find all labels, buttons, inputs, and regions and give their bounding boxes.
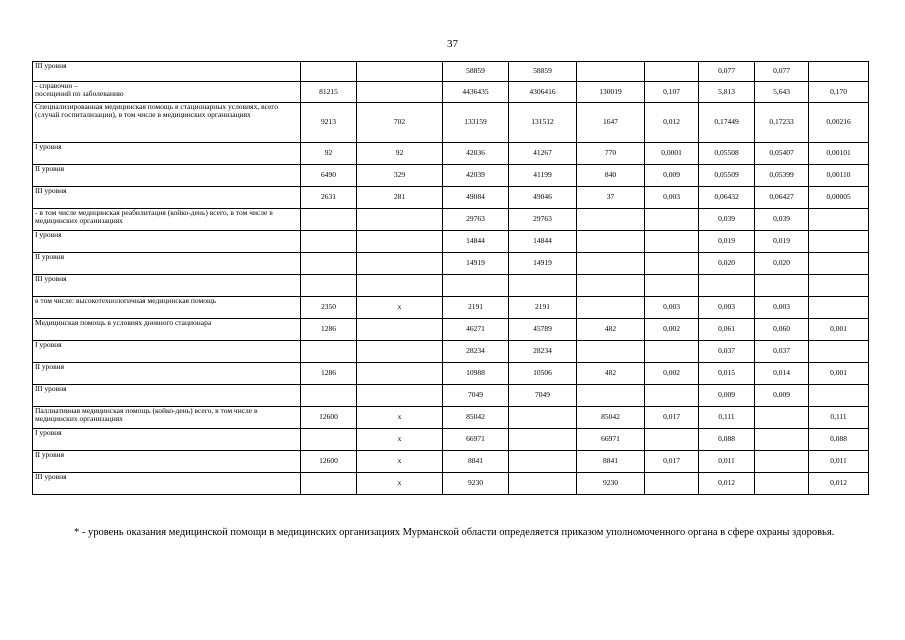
value-cell: 0,111 bbox=[699, 407, 755, 429]
value-cell bbox=[357, 253, 443, 275]
row-label-cell: I уровня bbox=[33, 143, 301, 165]
value-cell: 0,017 bbox=[645, 451, 699, 473]
value-cell bbox=[755, 473, 809, 495]
row-label-cell: II уровня bbox=[33, 165, 301, 187]
row-label-cell: III уровня bbox=[33, 62, 301, 82]
value-cell bbox=[577, 297, 645, 319]
value-cell bbox=[301, 385, 357, 407]
value-cell bbox=[509, 407, 577, 429]
value-cell: 0,0001 bbox=[645, 143, 699, 165]
value-cell: х bbox=[357, 297, 443, 319]
value-cell bbox=[645, 62, 699, 82]
value-cell: 14844 bbox=[443, 231, 509, 253]
row-label-cell: Паллиативная медицинская помощь (койко-день) всего, в том числе в медицинских организациях bbox=[33, 407, 301, 429]
table-row bbox=[33, 429, 869, 451]
value-cell bbox=[509, 275, 577, 297]
page-number: 37 bbox=[447, 38, 458, 50]
value-cell bbox=[443, 275, 509, 297]
value-cell: 0,020 bbox=[699, 253, 755, 275]
value-cell: 2191 bbox=[443, 297, 509, 319]
value-cell: 0,003 bbox=[645, 187, 699, 209]
value-cell: 10988 bbox=[443, 363, 509, 385]
value-cell: 0,111 bbox=[809, 407, 869, 429]
value-cell bbox=[809, 209, 869, 231]
value-cell: 2350 bbox=[301, 297, 357, 319]
data-table bbox=[32, 61, 869, 495]
value-cell: 2631 bbox=[301, 187, 357, 209]
value-cell: 12600 bbox=[301, 407, 357, 429]
table-row bbox=[33, 319, 869, 341]
value-cell: 702 bbox=[357, 103, 443, 143]
value-cell: 0,170 bbox=[809, 82, 869, 103]
value-cell: 0,05509 bbox=[699, 165, 755, 187]
footnote: * - уровень оказания медицинской помощи в медицинских организациях Мурманской области определяется приказом уполномоченного органа в сфере охраны здоровья. bbox=[74, 527, 835, 538]
value-cell: 0,00216 bbox=[809, 103, 869, 143]
value-cell bbox=[809, 297, 869, 319]
table-row bbox=[33, 451, 869, 473]
value-cell: 0,009 bbox=[645, 165, 699, 187]
value-cell bbox=[577, 62, 645, 82]
value-cell bbox=[809, 231, 869, 253]
value-cell: х bbox=[357, 407, 443, 429]
value-cell bbox=[809, 253, 869, 275]
value-cell: 81215 bbox=[301, 82, 357, 103]
row-label-cell: III уровня bbox=[33, 275, 301, 297]
value-cell: 0,037 bbox=[755, 341, 809, 363]
value-cell: 0,017 bbox=[645, 407, 699, 429]
value-cell bbox=[755, 451, 809, 473]
row-label-cell: III уровня bbox=[33, 187, 301, 209]
value-cell: 0,011 bbox=[699, 451, 755, 473]
value-cell bbox=[577, 231, 645, 253]
value-cell bbox=[755, 407, 809, 429]
value-cell bbox=[301, 473, 357, 495]
value-cell: 0,003 bbox=[699, 297, 755, 319]
value-cell bbox=[357, 385, 443, 407]
row-label-cell: III уровня bbox=[33, 385, 301, 407]
value-cell bbox=[357, 62, 443, 82]
table-row bbox=[33, 253, 869, 275]
value-cell: 1647 bbox=[577, 103, 645, 143]
value-cell: 0,039 bbox=[755, 209, 809, 231]
value-cell: 133159 bbox=[443, 103, 509, 143]
value-cell: 770 bbox=[577, 143, 645, 165]
value-cell: 0,06427 bbox=[755, 187, 809, 209]
value-cell: х bbox=[357, 451, 443, 473]
value-cell: 0,00005 bbox=[809, 187, 869, 209]
table-row bbox=[33, 473, 869, 495]
value-cell: 5,643 bbox=[755, 82, 809, 103]
value-cell: 0,05399 bbox=[755, 165, 809, 187]
table-row bbox=[33, 231, 869, 253]
value-cell bbox=[755, 275, 809, 297]
table-row bbox=[33, 143, 869, 165]
table-row bbox=[33, 165, 869, 187]
value-cell: 0,019 bbox=[755, 231, 809, 253]
value-cell: 85042 bbox=[443, 407, 509, 429]
table-row bbox=[33, 103, 869, 143]
value-cell: 85042 bbox=[577, 407, 645, 429]
value-cell bbox=[301, 62, 357, 82]
value-cell bbox=[809, 385, 869, 407]
value-cell: 0,00101 bbox=[809, 143, 869, 165]
value-cell: 0,001 bbox=[809, 363, 869, 385]
row-label-cell: Медицинская помощь в условиях дневного стационара bbox=[33, 319, 301, 341]
value-cell: 0,05508 bbox=[699, 143, 755, 165]
value-cell: 14919 bbox=[443, 253, 509, 275]
row-label-cell: - справочно – посещений по заболеванию bbox=[33, 82, 301, 103]
value-cell: 0,05407 bbox=[755, 143, 809, 165]
value-cell bbox=[357, 275, 443, 297]
value-cell: 130019 bbox=[577, 82, 645, 103]
value-cell bbox=[645, 341, 699, 363]
value-cell bbox=[357, 209, 443, 231]
row-label-cell: III уровня bbox=[33, 473, 301, 495]
value-cell: 0,17449 bbox=[699, 103, 755, 143]
value-cell: 49084 bbox=[443, 187, 509, 209]
table-row bbox=[33, 82, 869, 103]
value-cell: 0,002 bbox=[645, 363, 699, 385]
value-cell: 41199 bbox=[509, 165, 577, 187]
value-cell: 5,813 bbox=[699, 82, 755, 103]
table-row bbox=[33, 341, 869, 363]
row-label-cell: II уровня bbox=[33, 451, 301, 473]
value-cell: 0,077 bbox=[699, 62, 755, 82]
value-cell: 66971 bbox=[443, 429, 509, 451]
value-cell: 0,061 bbox=[699, 319, 755, 341]
value-cell: 92 bbox=[357, 143, 443, 165]
value-cell bbox=[699, 275, 755, 297]
value-cell: 42039 bbox=[443, 165, 509, 187]
value-cell: 0,088 bbox=[699, 429, 755, 451]
value-cell: 49046 bbox=[509, 187, 577, 209]
value-cell: 0,009 bbox=[755, 385, 809, 407]
value-cell: 281 bbox=[357, 187, 443, 209]
value-cell: 482 bbox=[577, 363, 645, 385]
value-cell bbox=[577, 385, 645, 407]
value-cell: 14919 bbox=[509, 253, 577, 275]
value-cell bbox=[645, 385, 699, 407]
value-cell: 0,003 bbox=[755, 297, 809, 319]
value-cell bbox=[809, 341, 869, 363]
value-cell: 7049 bbox=[443, 385, 509, 407]
value-cell bbox=[357, 82, 443, 103]
value-cell bbox=[645, 253, 699, 275]
value-cell: 0,06432 bbox=[699, 187, 755, 209]
value-cell: 4306416 bbox=[509, 82, 577, 103]
value-cell: 10506 bbox=[509, 363, 577, 385]
value-cell bbox=[357, 341, 443, 363]
value-cell: 131512 bbox=[509, 103, 577, 143]
value-cell bbox=[645, 429, 699, 451]
value-cell: 46271 bbox=[443, 319, 509, 341]
value-cell: 37 bbox=[577, 187, 645, 209]
value-cell: 329 bbox=[357, 165, 443, 187]
value-cell: 1286 bbox=[301, 363, 357, 385]
row-label-cell: I уровня bbox=[33, 231, 301, 253]
value-cell: 0,00110 bbox=[809, 165, 869, 187]
row-label-cell: I уровня bbox=[33, 341, 301, 363]
value-cell bbox=[509, 473, 577, 495]
value-cell bbox=[577, 275, 645, 297]
value-cell: 0,077 bbox=[755, 62, 809, 82]
table-row bbox=[33, 275, 869, 297]
value-cell bbox=[301, 209, 357, 231]
value-cell: 58859 bbox=[509, 62, 577, 82]
row-label-cell: II уровня bbox=[33, 363, 301, 385]
value-cell: 2191 bbox=[509, 297, 577, 319]
value-cell: 0,002 bbox=[645, 319, 699, 341]
value-cell bbox=[645, 275, 699, 297]
value-cell: 0,003 bbox=[645, 297, 699, 319]
value-cell: 1286 bbox=[301, 319, 357, 341]
value-cell: 0,019 bbox=[699, 231, 755, 253]
value-cell: 0,020 bbox=[755, 253, 809, 275]
value-cell bbox=[357, 319, 443, 341]
value-cell: 8841 bbox=[577, 451, 645, 473]
value-cell: 14844 bbox=[509, 231, 577, 253]
value-cell: 6490 bbox=[301, 165, 357, 187]
value-cell: 4436435 bbox=[443, 82, 509, 103]
value-cell: 28234 bbox=[509, 341, 577, 363]
value-cell bbox=[809, 62, 869, 82]
value-cell: 7049 bbox=[509, 385, 577, 407]
value-cell: 0,012 bbox=[645, 103, 699, 143]
value-cell: 0,039 bbox=[699, 209, 755, 231]
table-row bbox=[33, 385, 869, 407]
value-cell bbox=[577, 341, 645, 363]
value-cell: 29763 bbox=[443, 209, 509, 231]
value-cell: 0,012 bbox=[699, 473, 755, 495]
value-cell bbox=[577, 209, 645, 231]
value-cell: 92 bbox=[301, 143, 357, 165]
value-cell: 482 bbox=[577, 319, 645, 341]
value-cell: 41267 bbox=[509, 143, 577, 165]
value-cell: 0,009 bbox=[699, 385, 755, 407]
value-cell: 0,037 bbox=[699, 341, 755, 363]
value-cell: 29763 bbox=[509, 209, 577, 231]
value-cell: 0,088 bbox=[809, 429, 869, 451]
value-cell bbox=[809, 275, 869, 297]
table-row bbox=[33, 363, 869, 385]
value-cell: 0,060 bbox=[755, 319, 809, 341]
value-cell: х bbox=[357, 473, 443, 495]
value-cell bbox=[301, 275, 357, 297]
row-label-cell: II уровня bbox=[33, 253, 301, 275]
value-cell: 28234 bbox=[443, 341, 509, 363]
row-label-cell: I уровня bbox=[33, 429, 301, 451]
row-label-cell: в том числе: высокотехнологичная медицинская помощь bbox=[33, 297, 301, 319]
value-cell: 9230 bbox=[577, 473, 645, 495]
value-cell: 12600 bbox=[301, 451, 357, 473]
row-label-cell: Специализированная медицинская помощь в стационарных условиях, всего (случай госпитализации), в том числе в медицинских организациях bbox=[33, 103, 301, 143]
value-cell: 0,015 bbox=[699, 363, 755, 385]
value-cell: 0,001 bbox=[809, 319, 869, 341]
table-row bbox=[33, 187, 869, 209]
value-cell bbox=[357, 231, 443, 253]
value-cell: 42036 bbox=[443, 143, 509, 165]
value-cell bbox=[301, 231, 357, 253]
value-cell: 66971 bbox=[577, 429, 645, 451]
table-row bbox=[33, 62, 869, 82]
value-cell bbox=[301, 429, 357, 451]
value-cell bbox=[755, 429, 809, 451]
value-cell bbox=[509, 451, 577, 473]
table-row bbox=[33, 209, 869, 231]
value-cell: 840 bbox=[577, 165, 645, 187]
value-cell: 8841 bbox=[443, 451, 509, 473]
table-row bbox=[33, 297, 869, 319]
value-cell: 45789 bbox=[509, 319, 577, 341]
value-cell bbox=[645, 209, 699, 231]
value-cell: 0,012 bbox=[809, 473, 869, 495]
value-cell: 0,17233 bbox=[755, 103, 809, 143]
row-label-cell: - в том числе медицинская реабилитация (койко-день) всего, в том числе в медицинских организациях bbox=[33, 209, 301, 231]
value-cell: 58859 bbox=[443, 62, 509, 82]
value-cell bbox=[357, 363, 443, 385]
value-cell: 0,011 bbox=[809, 451, 869, 473]
value-cell bbox=[645, 231, 699, 253]
value-cell bbox=[301, 341, 357, 363]
value-cell bbox=[301, 253, 357, 275]
value-cell bbox=[509, 429, 577, 451]
value-cell: 0,107 bbox=[645, 82, 699, 103]
value-cell bbox=[645, 473, 699, 495]
value-cell: 0,014 bbox=[755, 363, 809, 385]
value-cell: х bbox=[357, 429, 443, 451]
table-row bbox=[33, 407, 869, 429]
value-cell: 9213 bbox=[301, 103, 357, 143]
value-cell: 9230 bbox=[443, 473, 509, 495]
value-cell bbox=[577, 253, 645, 275]
